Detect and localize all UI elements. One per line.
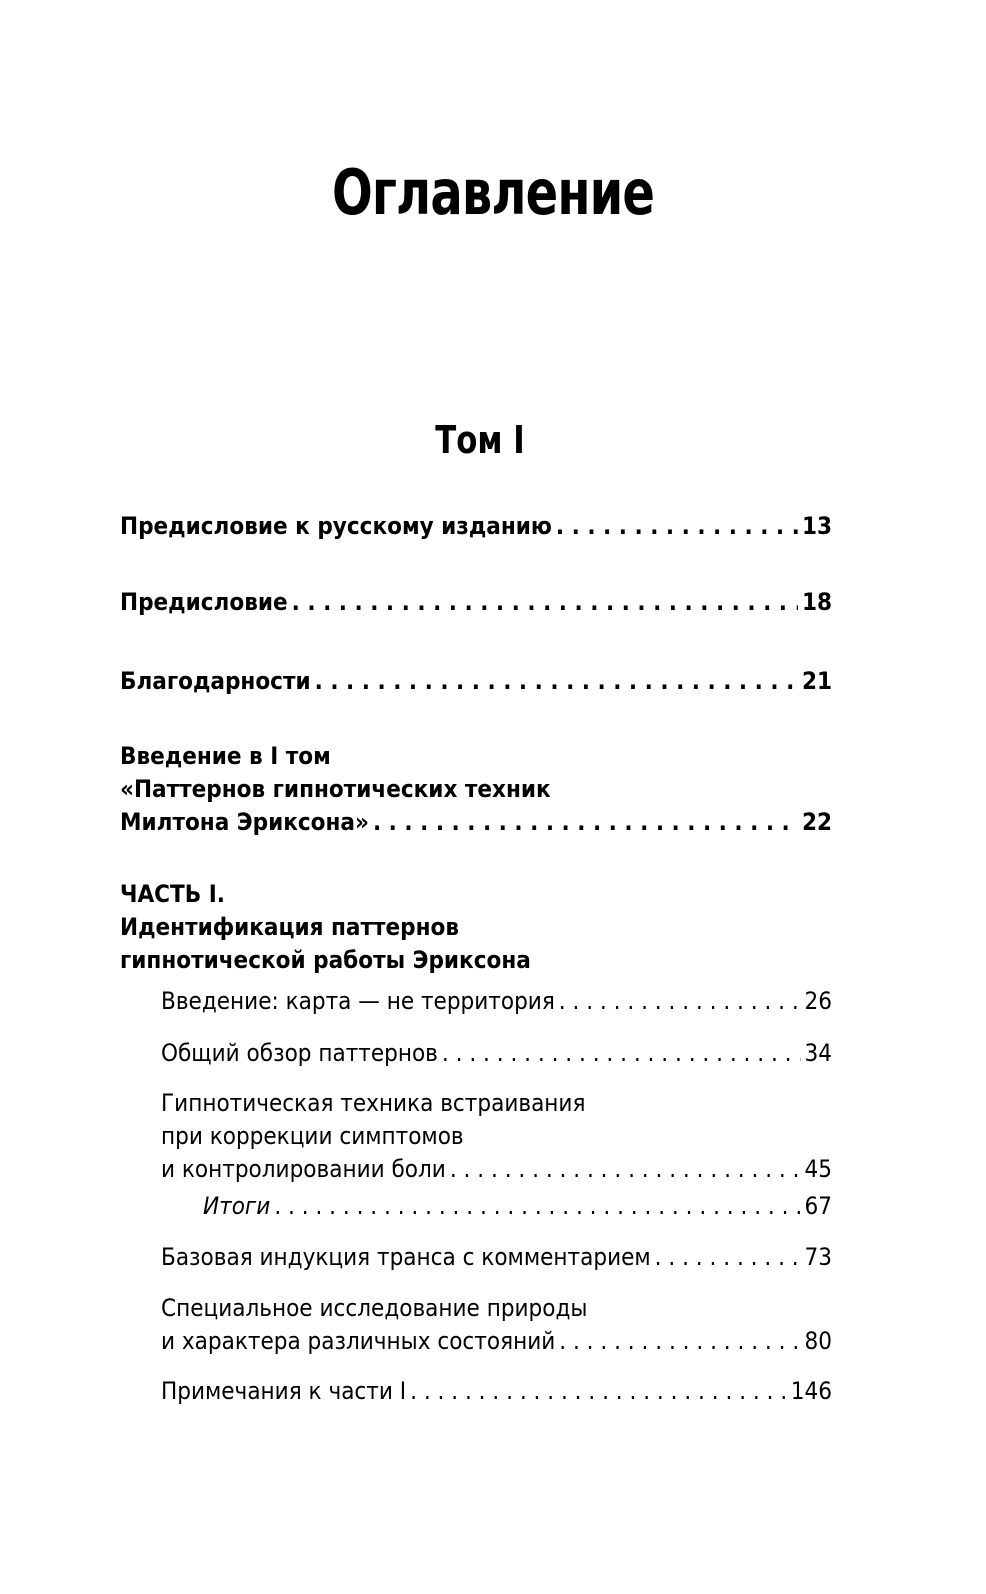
toc-entry[interactable] (120, 1087, 832, 1186)
part-heading (120, 878, 832, 977)
toc-entry-title: Итоги (203, 1192, 271, 1220)
toc-page-number: 34 (804, 1039, 832, 1067)
toc-entry-title-line: и контролировании боли (161, 1155, 446, 1183)
toc-entry-title: Базовая индукция транса с комментарием (161, 1243, 651, 1271)
toc-entry-title: Примечания к части I (161, 1377, 407, 1405)
leader-dots (556, 510, 798, 543)
toc-page-number: 45 (804, 1155, 832, 1183)
toc-page-number: 80 (804, 1327, 832, 1355)
toc-page-number: 13 (801, 512, 832, 540)
toc-entry-title-line: при коррекции симптомов (161, 1122, 464, 1150)
part-label: ЧАСТЬ I. (120, 880, 225, 908)
part-title-line: гипнотической работы Эриксона (120, 946, 531, 974)
toc-page-number: 146 (790, 1377, 832, 1405)
toc-entry-title-line: Милтона Эриксона» (120, 808, 369, 836)
toc-page-number: 73 (804, 1243, 832, 1271)
toc-page-number: 67 (804, 1192, 832, 1220)
leader-dots (292, 586, 798, 619)
toc-entry-title-line: Специальное исследование природы (161, 1294, 588, 1322)
leader-dots (559, 1325, 800, 1358)
toc-entry-title: Общий обзор паттернов (161, 1039, 438, 1067)
toc-entry-title: Благодарности (120, 667, 311, 695)
toc-page-number: 21 (801, 667, 832, 695)
page-title: Оглавление (331, 156, 655, 229)
toc-page-number: 22 (801, 808, 832, 836)
toc-entry[interactable] (120, 740, 832, 839)
toc-entry-title-line: «Паттернов гипнотических техник (120, 775, 551, 803)
leader-dots (450, 1153, 801, 1186)
leader-dots (655, 1241, 801, 1274)
toc-entry-title-line: Гипнотическая техника встраивания (161, 1089, 586, 1117)
toc-entry-title: Предисловие к русскому изданию (120, 512, 552, 540)
leader-dots (410, 1375, 787, 1408)
toc-entry-title: Введение: карта — не территория (161, 987, 555, 1015)
leader-dots (373, 806, 798, 839)
leader-dots (274, 1190, 800, 1223)
toc-entry[interactable] (120, 586, 832, 619)
toc-entry[interactable] (120, 1375, 832, 1408)
toc-entry[interactable] (120, 1241, 832, 1274)
toc-entry-title-line: Введение в I том (120, 742, 331, 770)
toc-entry[interactable] (120, 510, 832, 543)
leader-dots (315, 665, 798, 698)
toc-entry[interactable] (120, 1292, 832, 1358)
toc-page-number: 18 (801, 588, 832, 616)
leader-dots (559, 985, 801, 1018)
toc-entry-title: Предисловие (120, 588, 288, 616)
volume-heading: Том I (435, 418, 525, 462)
leader-dots (442, 1037, 801, 1070)
part-title-line: Идентификация паттернов (120, 913, 460, 941)
toc-entry[interactable] (120, 1190, 832, 1223)
toc-entry[interactable] (120, 665, 832, 698)
toc-entry-title-line: и характера различных состояний (161, 1327, 556, 1355)
toc-page-number: 26 (804, 987, 832, 1015)
toc-entry[interactable] (120, 1037, 832, 1070)
toc-entry[interactable] (120, 985, 832, 1018)
